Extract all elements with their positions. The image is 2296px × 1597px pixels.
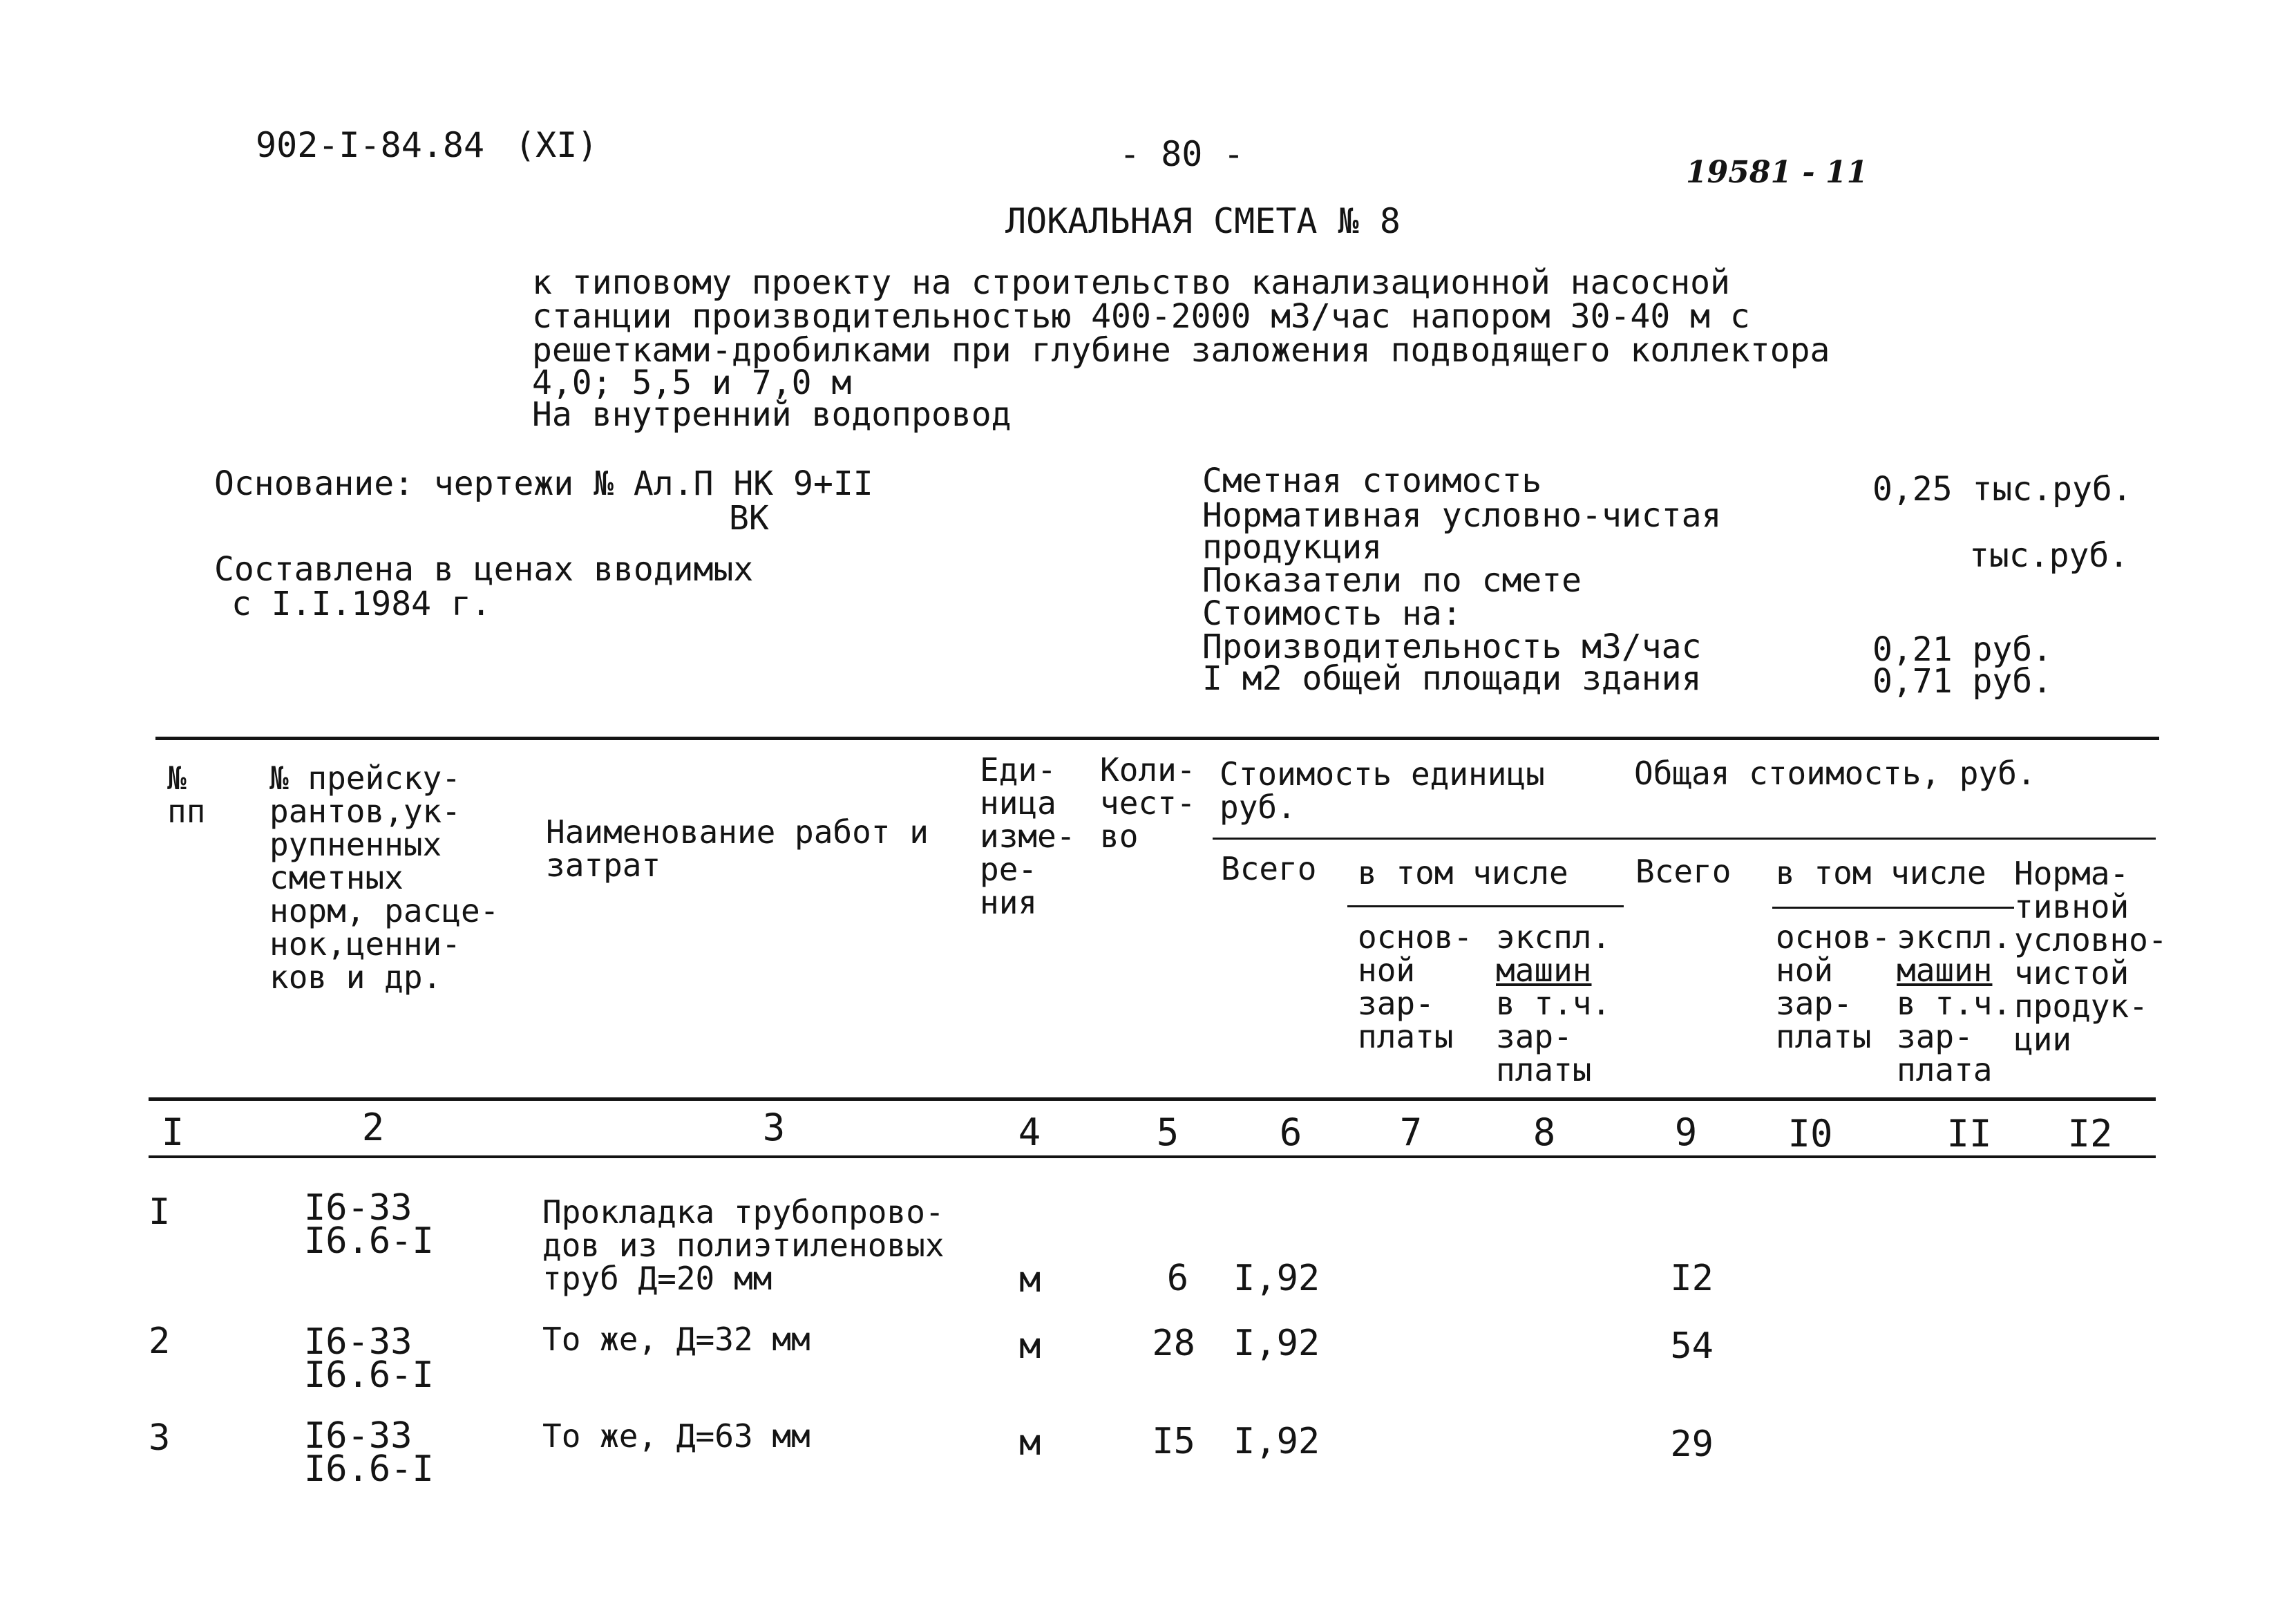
col-number: I xyxy=(161,1111,184,1154)
col-header-total-basic-wage: основ- ной зар- платы xyxy=(1776,918,1891,1055)
description-line: решетками-дробилками при глубине заложения подводящего коллектора xyxy=(532,331,1830,370)
handwritten-reference: 19581 - 11 xyxy=(1686,155,1868,190)
row-quantity: 6 xyxy=(1166,1258,1188,1299)
col-header-unit-basic-wage: основ- ной зар- платы xyxy=(1358,918,1473,1055)
description-line: станции производительностью 400-2000 м3/час напором 30-40 м с xyxy=(532,297,1750,336)
row-work-name: То же, Д=63 мм xyxy=(542,1417,810,1455)
col-header-unit: Еди- ница изме- ре- ния xyxy=(980,751,1076,921)
row-unit-price: I,92 xyxy=(1233,1421,1320,1462)
col-header-total-incl: в том числе xyxy=(1776,854,1986,891)
description-line: На внутренний водопровод xyxy=(532,395,1012,434)
col-number: 6 xyxy=(1279,1111,1302,1154)
total-incl-subrule xyxy=(1772,907,2014,909)
col-header-unit-incl: в том числе xyxy=(1358,854,1568,891)
col-header-work-name: Наименование работ и затрат xyxy=(546,813,929,884)
prices-line: Составлена в ценах вводимых xyxy=(214,550,754,589)
col-header-unit-total: Всего xyxy=(1221,850,1317,887)
estimated-cost-value: 0,25 тыс.руб. xyxy=(1872,470,2132,509)
row-total: I2 xyxy=(1670,1258,1714,1299)
basis-drawings-suffix: ВК xyxy=(729,499,769,538)
album-number: (XI) xyxy=(515,125,598,165)
col-header-num: № пп xyxy=(167,759,206,830)
row-code: I6-33 I6.6-I xyxy=(304,1187,434,1262)
unit-incl-subrule xyxy=(1347,905,1624,907)
row-unit: м xyxy=(1019,1325,1041,1367)
row-num: 3 xyxy=(149,1417,171,1459)
row-unit-price: I,92 xyxy=(1233,1258,1320,1299)
col-number: I2 xyxy=(2067,1112,2113,1155)
col-header-unit-cost: Стоимость единицы руб. xyxy=(1220,755,1545,826)
col-header-total-total: Всего xyxy=(1635,853,1732,890)
productivity-value: 0,21 руб. xyxy=(1872,630,2053,669)
table-top-rule xyxy=(155,737,2159,740)
numbers-bottom-rule xyxy=(149,1155,2156,1158)
normative-product-label: Нормативная условно-чистая xyxy=(1202,496,1722,535)
row-work-name: То же, Д=32 мм xyxy=(542,1321,810,1358)
description-line: 4,0; 5,5 и 7,0 м xyxy=(532,363,852,402)
col-header-price-ref: № прейску- рантов,ук- рупненных сметных норм, расце- нок,ценни- ков и др. xyxy=(269,759,500,996)
productivity-label: Производительность м3/час xyxy=(1202,627,1702,666)
row-work-name: Прокладка трубопрово- дов из полиэтиленовых труб Д=20 мм xyxy=(542,1193,945,1297)
estimated-cost-label: Сметная стоимость xyxy=(1202,462,1542,500)
project-code: 902-I-84.84 xyxy=(256,125,485,165)
row-num: 2 xyxy=(149,1321,171,1362)
col-number: 9 xyxy=(1674,1111,1698,1154)
normative-product-label: продукция xyxy=(1202,528,1383,567)
row-code: I6-33 I6.6-I xyxy=(304,1321,434,1396)
col-number: 7 xyxy=(1399,1111,1423,1154)
col-number: 3 xyxy=(762,1106,786,1149)
row-total: 54 xyxy=(1670,1325,1714,1367)
row-unit: м xyxy=(1019,1422,1041,1464)
col-header-unit-machines: экспл. машин в т.ч. зар- платы xyxy=(1496,918,1611,1088)
col-number: 2 xyxy=(361,1106,385,1149)
row-total: 29 xyxy=(1670,1424,1714,1465)
col-header-total-machines: экспл. машин в т.ч. зар- плата xyxy=(1897,918,2012,1088)
row-code: I6-33 I6.6-I xyxy=(304,1415,434,1490)
indicators-label: Показатели по смете xyxy=(1202,561,1582,600)
col-number: II xyxy=(1946,1112,1992,1155)
prices-date: с I.I.1984 г. xyxy=(231,585,491,623)
cost-on-label: Стоимость на: xyxy=(1202,594,1462,633)
row-quantity: I5 xyxy=(1152,1421,1195,1462)
page-number: - 80 - xyxy=(1119,134,1244,174)
col-number: 4 xyxy=(1018,1111,1041,1154)
col-header-normative: Норма- тивной условно- чистой продук- ции xyxy=(2014,855,2167,1058)
col-number: 8 xyxy=(1533,1111,1556,1154)
area-label: I м2 общей площади здания xyxy=(1202,659,1702,698)
col-header-total-cost: Общая стоимость, руб. xyxy=(1634,755,2036,792)
unit-cost-subrule xyxy=(1213,838,2156,840)
area-value: 0,71 руб. xyxy=(1872,662,2053,701)
header-bottom-rule xyxy=(149,1097,2156,1101)
row-unit-price: I,92 xyxy=(1233,1323,1320,1364)
document-title: ЛОКАЛЬНАЯ СМЕТА № 8 xyxy=(1005,201,1401,241)
row-unit: м xyxy=(1019,1259,1041,1301)
basis-drawings: Основание: чертежи № Ал.П НК 9+II xyxy=(214,464,873,503)
row-num: I xyxy=(149,1191,171,1233)
row-quantity: 28 xyxy=(1152,1323,1195,1364)
col-header-quantity: Коли- чест- во xyxy=(1100,751,1196,855)
normative-product-value: тыс.руб. xyxy=(1969,536,2129,575)
col-number: 5 xyxy=(1156,1111,1179,1154)
description-line: к типовому проекту на строительство канализационной насосной xyxy=(532,263,1730,302)
col-number: I0 xyxy=(1787,1112,1833,1155)
